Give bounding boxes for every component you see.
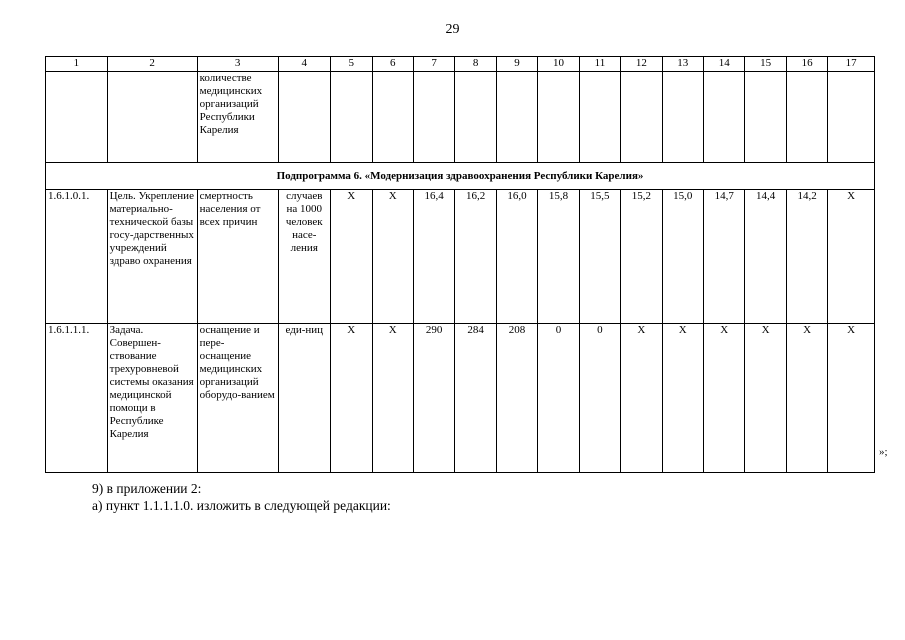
column-number: 9 bbox=[496, 57, 537, 72]
table-cell bbox=[828, 72, 875, 163]
page-number: 29 bbox=[445, 22, 460, 37]
column-number: 1 bbox=[46, 57, 108, 72]
table-cell bbox=[372, 72, 413, 163]
unit-cell: еди-ниц bbox=[278, 324, 331, 473]
value-cell: 0 bbox=[579, 324, 620, 473]
table-cell bbox=[786, 72, 827, 163]
unit-cell: случаев на 1000 человек насе-ления bbox=[278, 190, 331, 324]
column-number: 14 bbox=[704, 57, 745, 72]
table-row bbox=[46, 190, 875, 324]
column-number-row bbox=[46, 57, 875, 72]
paragraph-item: а) пункт 1.1.1.1.0. изложить в следующей редакции: bbox=[92, 498, 391, 513]
table-cell bbox=[538, 72, 579, 163]
value-cell: Х bbox=[786, 324, 827, 473]
table-cell bbox=[413, 72, 454, 163]
value-cell: 290 bbox=[413, 324, 454, 473]
indicator-cell: оснащение и пере-оснащение медицинских организаций оборудо-ванием bbox=[197, 324, 278, 473]
table-cell bbox=[745, 72, 786, 163]
value-cell: 15,2 bbox=[621, 190, 662, 324]
column-number: 4 bbox=[278, 57, 331, 72]
indicator-cell: количестве медицинских организаций Республики Карелия bbox=[197, 72, 278, 163]
column-number: 10 bbox=[538, 57, 579, 72]
column-number: 3 bbox=[197, 57, 278, 72]
subprogram-title: Подпрограмма 6. «Модернизация здравоохранения Республики Карелия» bbox=[46, 163, 875, 190]
value-cell: Х bbox=[372, 324, 413, 473]
table-cell bbox=[46, 72, 108, 163]
value-cell: 15,5 bbox=[579, 190, 620, 324]
paragraph-appendix: 9) в приложении 2: bbox=[92, 481, 202, 496]
value-cell: Х bbox=[745, 324, 786, 473]
table-cell bbox=[455, 72, 496, 163]
column-number: 6 bbox=[372, 57, 413, 72]
indicators-table bbox=[45, 56, 875, 473]
goal-cell: Цель. Укрепление материально-технической базы госу-дарственных учреждений здраво охранения bbox=[107, 190, 197, 324]
table-cell bbox=[331, 72, 372, 163]
table-cell bbox=[579, 72, 620, 163]
row-code: 1.6.1.1.1. bbox=[46, 324, 108, 473]
column-number: 2 bbox=[107, 57, 197, 72]
value-cell: Х bbox=[662, 324, 703, 473]
column-number: 7 bbox=[413, 57, 454, 72]
value-cell: 16,0 bbox=[496, 190, 537, 324]
value-cell: Х bbox=[331, 324, 372, 473]
value-cell: 15,8 bbox=[538, 190, 579, 324]
value-cell: 14,2 bbox=[786, 190, 827, 324]
value-cell: 16,2 bbox=[455, 190, 496, 324]
continuation-row bbox=[46, 72, 875, 163]
value-cell: Х bbox=[704, 324, 745, 473]
indicator-cell: смертность населения от всех причин bbox=[197, 190, 278, 324]
closing-quote: »; bbox=[879, 446, 888, 458]
value-cell: Х bbox=[621, 324, 662, 473]
table-cell bbox=[278, 72, 331, 163]
value-cell: 284 bbox=[455, 324, 496, 473]
goal-cell: Задача. Совершен-ствование трехуровневой системы оказания медицинской помощи в Республике Карелия bbox=[107, 324, 197, 473]
value-cell: 15,0 bbox=[662, 190, 703, 324]
column-number: 17 bbox=[828, 57, 875, 72]
column-number: 15 bbox=[745, 57, 786, 72]
column-number: 8 bbox=[455, 57, 496, 72]
value-cell: 16,4 bbox=[413, 190, 454, 324]
table-cell bbox=[496, 72, 537, 163]
table-cell bbox=[621, 72, 662, 163]
value-cell: 14,4 bbox=[745, 190, 786, 324]
value-cell: Х bbox=[828, 324, 875, 473]
value-cell: 14,7 bbox=[704, 190, 745, 324]
value-cell: 208 bbox=[496, 324, 537, 473]
column-number: 12 bbox=[621, 57, 662, 72]
row-code: 1.6.1.0.1. bbox=[46, 190, 108, 324]
value-cell: Х bbox=[828, 190, 875, 324]
table-cell bbox=[107, 72, 197, 163]
table-cell bbox=[704, 72, 745, 163]
value-cell: Х bbox=[331, 190, 372, 324]
value-cell: 0 bbox=[538, 324, 579, 473]
column-number: 11 bbox=[579, 57, 620, 72]
table-cell bbox=[662, 72, 703, 163]
column-number: 13 bbox=[662, 57, 703, 72]
column-number: 16 bbox=[786, 57, 827, 72]
table-row bbox=[46, 324, 875, 473]
subprogram-row bbox=[46, 163, 875, 190]
column-number: 5 bbox=[331, 57, 372, 72]
value-cell: Х bbox=[372, 190, 413, 324]
